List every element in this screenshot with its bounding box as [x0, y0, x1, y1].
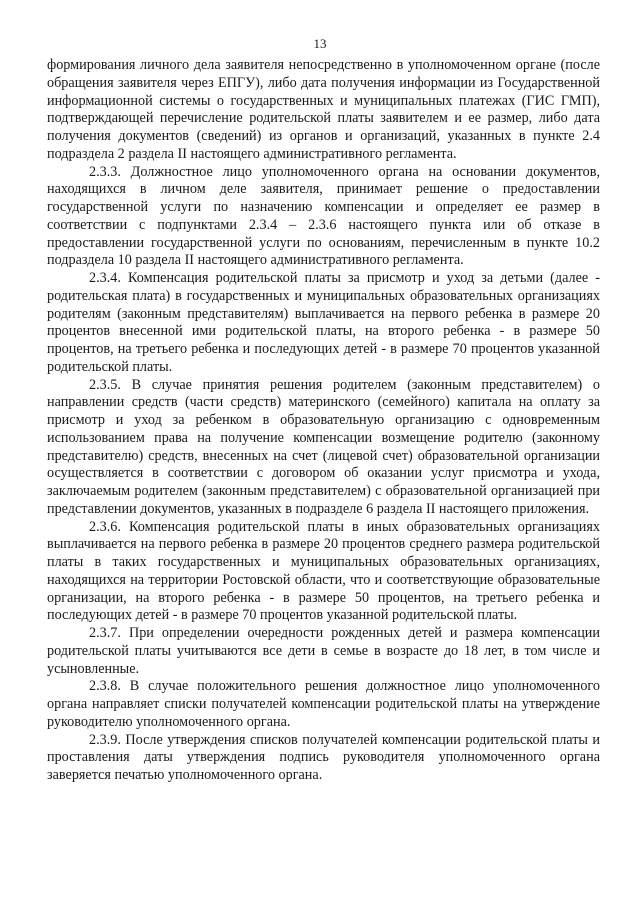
- paragraph-2-3-8: 2.3.8. В случае положительного решения должностное лицо уполномоченного органа направляет списки получателей компенсации родительской платы на утверждение руководителю уполномоченного органа.: [47, 678, 600, 730]
- paragraph-2-3-5: 2.3.5. В случае принятия решения родителем (законным представителем) о направлении средств (части средств) материнского (семейного) капитала на оплату за присмотр и уход за ребенком в образовательную организацию с одновременным использованием права на получение компенсации возмещение родителю (законному представителю) средств, внесенных на счет (лицевой счет) образовательной организации осуществляется в соответствии с договором об оказании услуг присмотра и ухода, заключаемым родителем (законным представителем) с образовательной организацией при представлении документов, указанных в подразделе 6 раздела II настоящего приложения.: [47, 376, 600, 517]
- document-body: [47, 57, 600, 785]
- paragraph-2-3-6: 2.3.6. Компенсация родительской платы в иных образовательных организациях выплачивается на первого ребенка в размере 20 процентов среднего размера родительской платы в таких государственных и муниципальных образовательных организациях, находящихся на территории Ростовской области, что и соответствующие образовательные организации, на второго ребенка - в размере 50 процентов, на третьего ребенка и последующих детей - в размере 70 процентов указанной родительской платы.: [47, 518, 600, 624]
- paragraph-2-3-7: 2.3.7. При определении очередности рожденных детей и размера компенсации родительской платы учитываются все дети в семье в возрасте до 18 лет, в том числе и усыновленные.: [47, 625, 600, 677]
- page-number: 13: [313, 36, 327, 51]
- paragraph-2-3-3: 2.3.3. Должностное лицо уполномоченного органа на основании документов, находящихся в личном деле заявителя, принимает решение о предоставлении государственной услуги по назначению компенсации и определяет ее размер в соответствии с подпунктами 2.3.4 – 2.3.6 настоящего пункта или об отказе в предоставлении государственной услуги по основаниям, перечисленным в пункте 10.2 подраздела 10 раздела II настоящего административного регламента.: [47, 163, 600, 269]
- paragraph-2-3-9: 2.3.9. После утверждения списков получателей компенсации родительской платы и проставления даты утверждения подпись руководителя уполномоченного органа заверяется печатью уполномоченного органа.: [47, 731, 600, 783]
- paragraph-continuation: формирования личного дела заявителя непосредственно в уполномоченном органе (после обращения заявителя через ЕПГУ), либо дата получения информации из Государственной информационной системы о государственных и муниципальных платежах (ГИС ГМП), подтверждающей перечисление родительской платы заявителем и ее размер, либо дата получения документов (сведений) из органов и организаций, указанных в пункте 2.4 подраздела 2 раздела II настоящего административного регламента.: [47, 57, 600, 162]
- paragraph-2-3-4: 2.3.4. Компенсация родительской платы за присмотр и уход за детьми (далее - родительская плата) в государственных и муниципальных образовательных организациях родителям (законным представителям) выплачивается на первого ребенка в размере 20 процентов внесенной ими родительской платы, на второго ребенка - в размере 50 процентов, на третьего ребенка и последующих детей - в размере 70 процентов указанной родительской платы.: [47, 270, 600, 375]
